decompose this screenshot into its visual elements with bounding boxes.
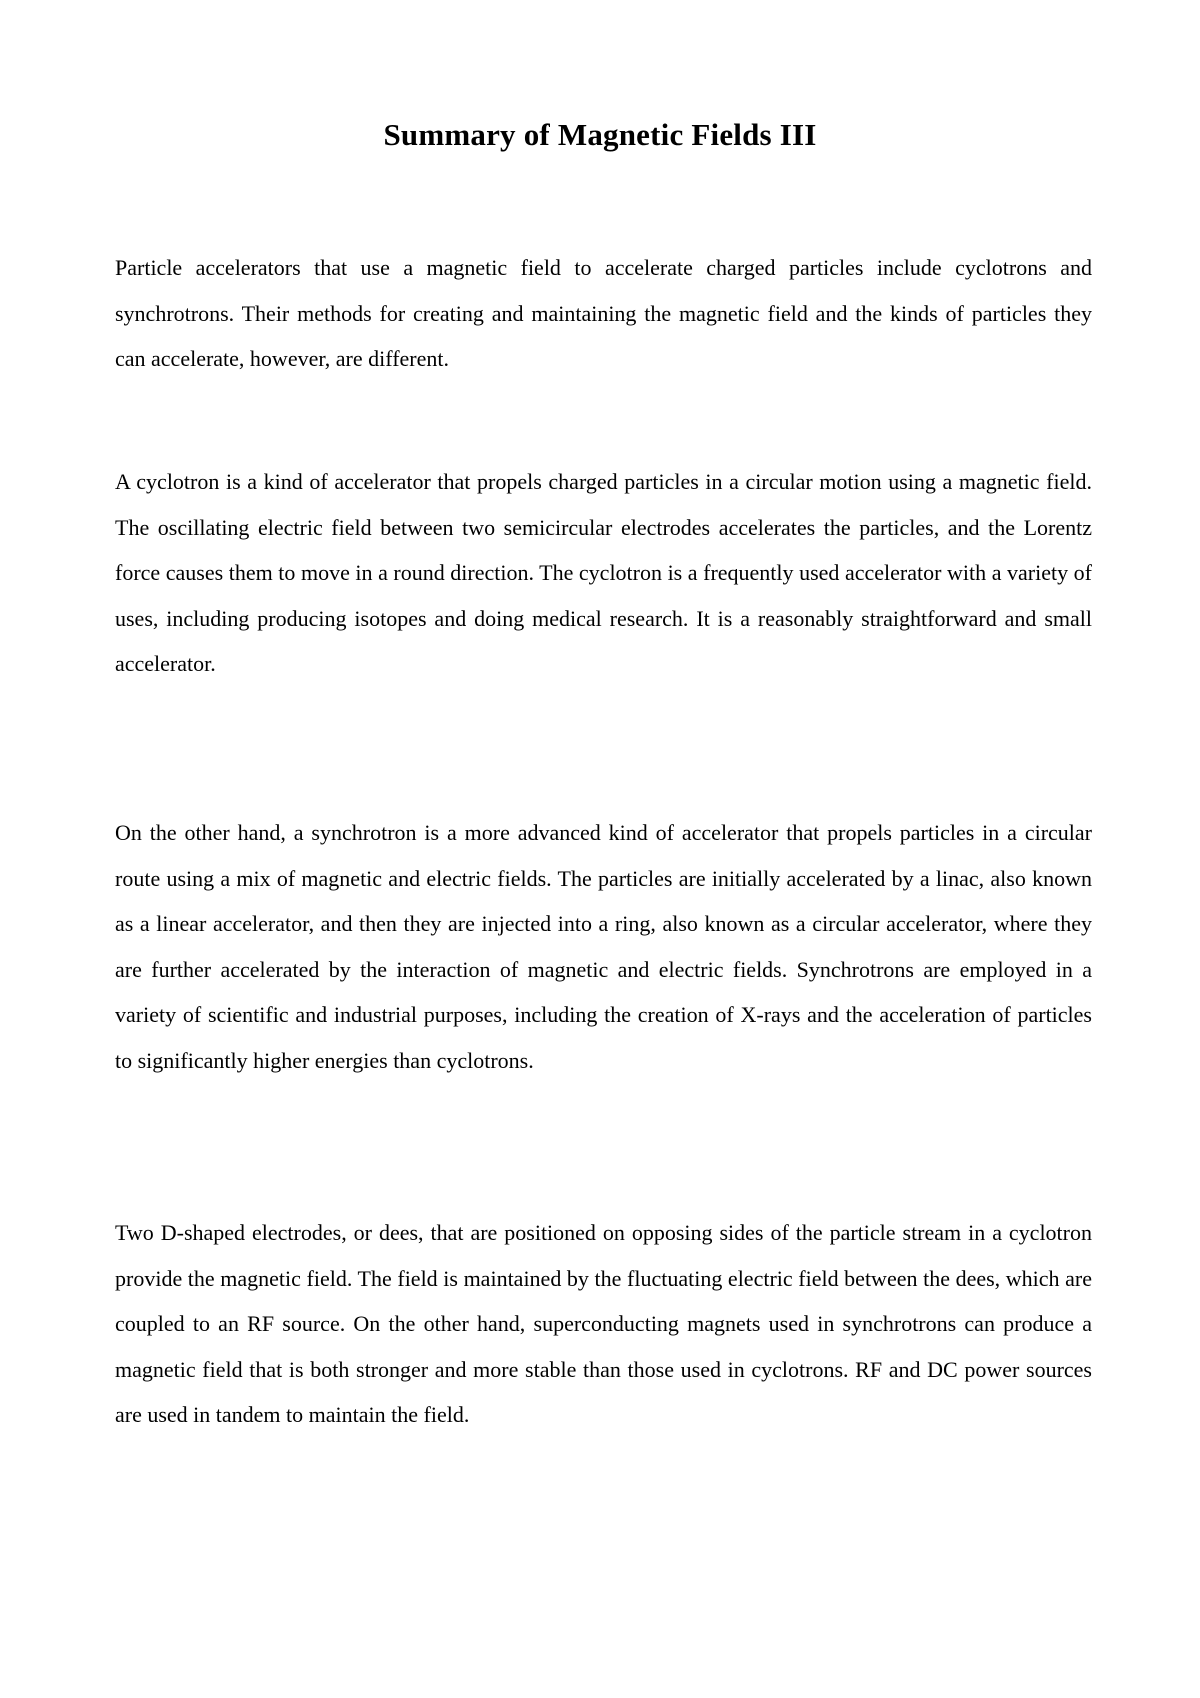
paragraph-cyclotron: A cyclotron is a kind of accelerator that propels charged particles in a circular motion using a magnetic field. The oscillating electric field between two semicircular electrodes accelerates the particles, and the Lorentz force causes them to move in a round direction. The cyclotron is a frequently used accelerator with a variety of uses, including producing isotopes and doing medical research. It is a reasonably straightforward and small accelerator. (115, 469, 1092, 676)
paragraph-accelerators-intro: Particle accelerators that use a magnetic field to accelerate charged particles include cyclotrons and synchrotrons. Their methods for creating and maintaining the magnetic field and the kinds of particles they can accelerate, however, are different. (115, 255, 1092, 371)
paragraph-magnetic-field-comparison: Two D-shaped electrodes, or dees, that are positioned on opposing sides of the particle stream in a cyclotron provide the magnetic field. The field is maintained by the fluctuating electric field between the dees, which are coupled to an RF source. On the other hand, superconducting magnets used in synchrotrons can produce a magnetic field that is both stronger and more stable than those used in cyclotrons. RF and DC power sources are used in tandem to maintain the field. (115, 1220, 1092, 1427)
paragraph-synchrotron: On the other hand, a synchrotron is a more advanced kind of accelerator that propels particles in a circular route using a mix of magnetic and electric fields. The particles are initially accelerated by a linac, also known as a linear accelerator, and then they are injected into a ring, also known as a circular accelerator, where they are further accelerated by the interaction of magnetic and electric fields. Synchrotrons are employed in a variety of scientific and industrial purposes, including the creation of X-rays and the acceleration of particles to significantly higher energies than cyclotrons. (115, 820, 1092, 1073)
page-title: Summary of Magnetic Fields III (383, 117, 817, 152)
